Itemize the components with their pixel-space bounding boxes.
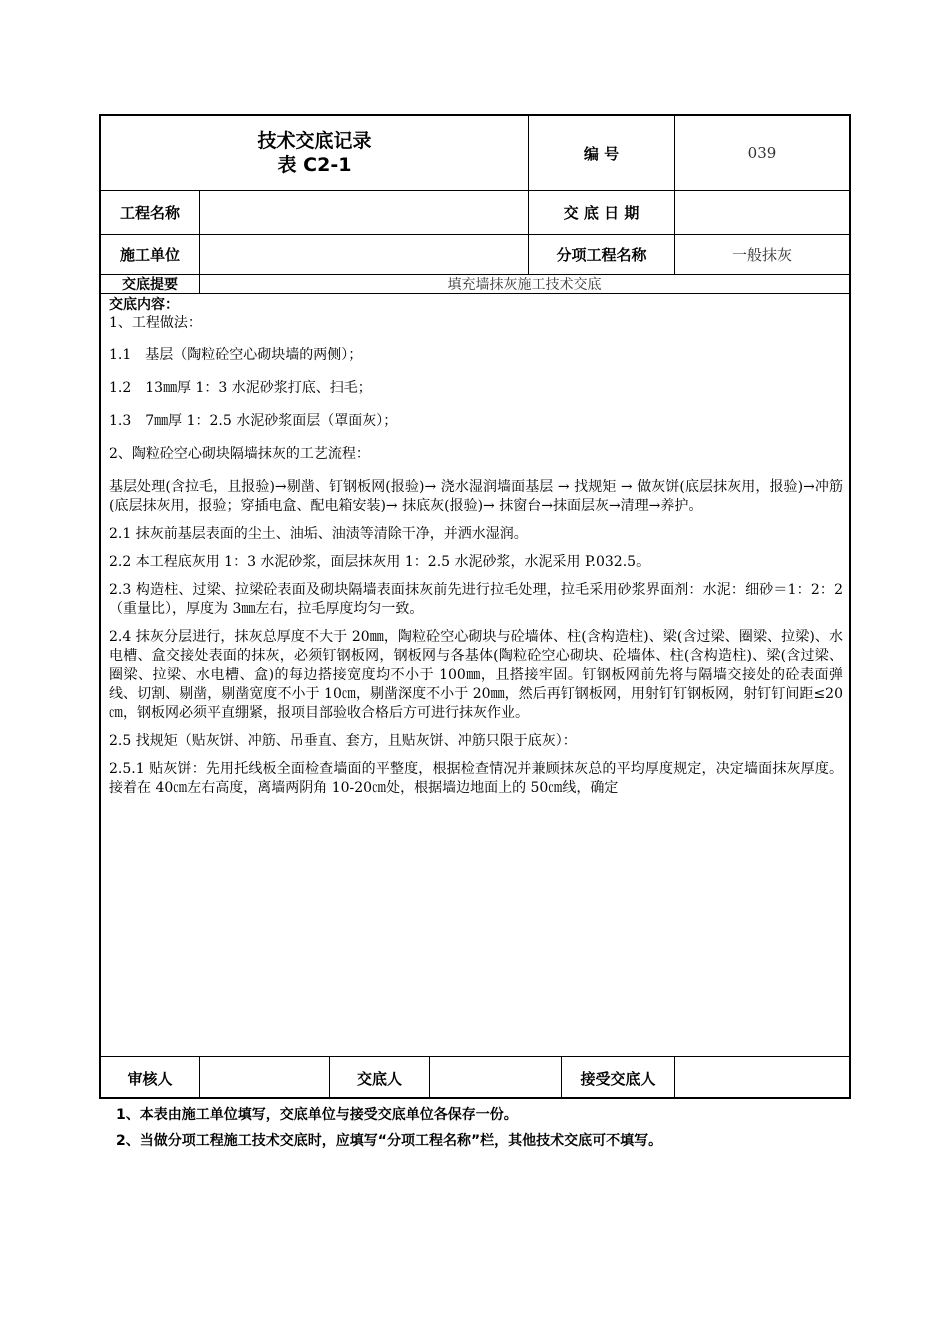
contractor-field[interactable] [200, 235, 528, 274]
content-paragraph: 1.3 7㎜厚 1：2.5 水泥砂浆面层（罩面灰）； [109, 413, 398, 429]
content-paragraph: 基层处理(含拉毛，且报验)→剔凿、钉钢板网(报验)→ 浇水湿润墙面基层 → 找规矩 → 做灰饼(底层抹灰用，报验)→冲筋(底层抹灰用，报验；穿插电盒、配电箱安装)→ 抹底灰(报验)→ 抹窗台→抹面层灰→清理→养护。 [109, 479, 843, 514]
content-paragraph: 2.1 抹灰前基层表面的尘土、油垢、油渍等清除干净，并洒水湿润。 [109, 526, 528, 542]
form-title [101, 116, 528, 190]
project-name-label: 工程名称 [119, 204, 180, 222]
disclosure-content [109, 297, 843, 807]
date-field[interactable] [675, 191, 849, 234]
receiver-field[interactable] [675, 1057, 849, 1099]
receiver-label: 接受交底人 [580, 1069, 656, 1088]
content-paragraph: 2.4 抹灰分层进行，抹灰总厚度不大于 20㎜，陶粒砼空心砌块与砼墙体、柱(含构造柱)、梁(含过梁、圈梁、拉梁)、水电槽、盒交接处表面的抹灰，必须钉钢板网，钢板网与各基体(陶粒砼空心砌块、砼墙体、柱(含构造柱)、梁(含过梁、圈梁、拉梁、水电槽、盒)的每边搭接宽度均不小于 100㎜，且搭接牢固。钉钢板网前先将与隔墙交接处的砼表面弹线、切割、剔凿，剔凿宽度不小于 10㎝，剔凿深度不小于 20㎜，然后再钉钢板网，用射钉钉钢板网，射钉钉间距≤20㎝，钢板网必须平直绷紧，报项目部验收合格后方可进行抹灰作业。 [109, 629, 843, 721]
discloser-field[interactable] [430, 1057, 561, 1099]
project-name-field[interactable] [200, 191, 528, 234]
content-paragraph: 2、陶粒砼空心砌块隔墙抹灰的工艺流程： [109, 446, 370, 462]
date-label: 交 底 日 期 [563, 204, 640, 222]
number-value[interactable]: 039 [747, 144, 777, 162]
form-title-line1: 技术交底记录 [257, 130, 372, 152]
content-paragraph: 2.2 本工程底灰用 1：3 水泥砂浆，面层抹灰用 1：2.5 水泥砂浆，水泥采用 P.032.5。 [109, 554, 651, 570]
disclosure-record-form [99, 114, 851, 1099]
content-paragraph: 2.5 找规矩（贴灰饼、冲筋、吊垂直、套方，且贴灰饼、冲筋只限于底灰）： [109, 733, 577, 749]
footnote: 2、当做分项工程施工技术交底时，应填写“分项工程名称”栏，其他技术交底可不填写。 [116, 1133, 663, 1149]
summary-field[interactable]: 填充墙抹灰施工技术交底 [447, 277, 602, 293]
subitem-field[interactable]: 一般抹灰 [731, 246, 792, 264]
reviewer-label: 审核人 [127, 1069, 173, 1088]
content-paragraph: 1、工程做法： [109, 315, 202, 331]
content-paragraph: 1.1 基层（陶粒砼空心砌块墙的两侧）； [109, 347, 363, 363]
content-label: 交底内容： [109, 297, 179, 313]
subitem-label: 分项工程名称 [556, 246, 647, 264]
footnote: 1、本表由施工单位填写，交底单位与接受交底单位各保存一份。 [116, 1107, 518, 1123]
content-paragraph: 2.3 构造柱、过梁、拉梁砼表面及砌块隔墙表面抹灰前先进行拉毛处理，拉毛采用砂浆界面剂：水泥：细砂＝1：2：2（重量比），厚度为 3㎜左右，拉毛厚度均匀一致。 [109, 582, 843, 617]
discloser-label: 交底人 [356, 1069, 402, 1088]
content-paragraph: 2.5.1 贴灰饼：先用托线板全面检查墙面的平整度，根据检查情况并兼顾抹灰总的平均厚度规定，决定墙面抹灰厚度。接着在 40㎝左右高度，离墙两阴角 10-20㎝处，根据墙边地面上的 50㎝线，确定 [109, 761, 843, 796]
form-title-line2: 表 C2-1 [277, 154, 352, 176]
number-label: 编 号 [583, 144, 620, 163]
content-paragraph: 1.2 13㎜厚 1：3 水泥砂浆打底、扫毛； [109, 380, 372, 396]
summary-label: 交底提要 [122, 277, 178, 293]
reviewer-field[interactable] [200, 1057, 329, 1099]
contractor-label: 施工单位 [119, 246, 180, 264]
